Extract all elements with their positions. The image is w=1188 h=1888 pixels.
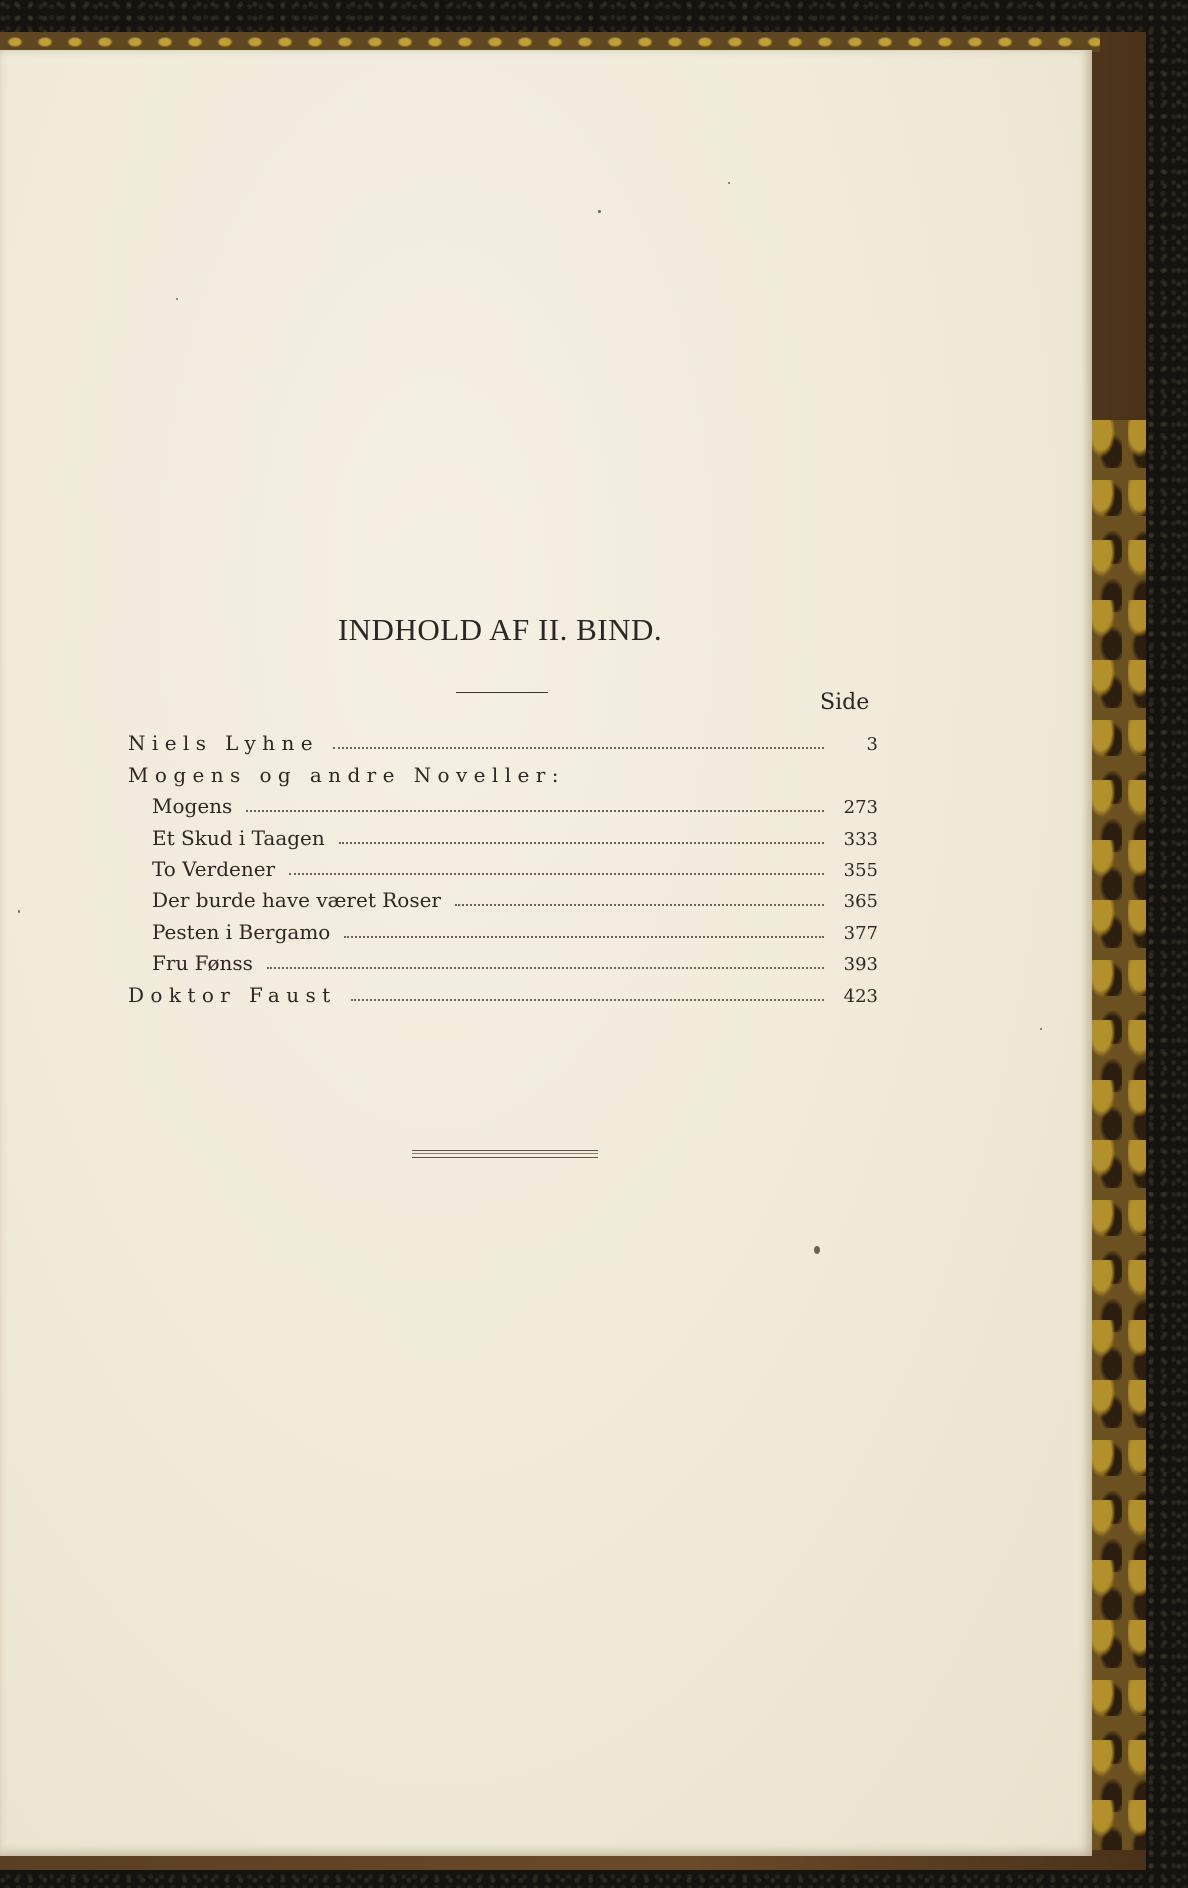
toc-entry-page-number: 365 <box>843 891 878 913</box>
toc-entry <box>128 724 878 755</box>
toc-entry-title: Et Skud i Taagen <box>152 825 325 850</box>
dot-leader <box>333 747 824 749</box>
toc-entry-page-number: 273 <box>843 797 878 819</box>
toc-entry <box>128 755 878 786</box>
toc-entry <box>128 881 878 912</box>
marbled-cover-edge <box>1090 420 1146 1850</box>
toc-entry-title: Doktor Faust <box>128 982 337 1007</box>
paper-speck <box>1040 1028 1042 1030</box>
toc-entry <box>128 850 878 881</box>
paper-speck <box>18 910 20 913</box>
paper-speck <box>728 182 730 184</box>
toc-entry <box>128 818 878 849</box>
toc-entry-title: Mogens og andre Noveller: <box>128 762 565 787</box>
toc-entry <box>128 975 878 1006</box>
dot-leader <box>289 873 824 875</box>
paper-speck <box>814 1246 820 1254</box>
toc-entry <box>128 944 878 975</box>
paper-speck <box>176 298 178 300</box>
toc-entry-title: Mogens <box>152 794 233 819</box>
dot-leader <box>267 967 824 969</box>
toc-entry-title: Fru Fønss <box>152 951 253 976</box>
toc-entry-page-number: 355 <box>843 859 878 881</box>
dot-leader <box>351 999 824 1001</box>
toc-entry <box>128 787 878 818</box>
dot-leader <box>344 936 824 938</box>
toc-entry-page-number: 393 <box>843 954 878 976</box>
toc-entry-page-number: 3 <box>866 734 878 756</box>
paper-speck <box>598 210 601 213</box>
toc-entry-page-number: 377 <box>843 922 878 944</box>
heading-rule <box>456 692 548 693</box>
table-of-contents <box>128 724 878 1007</box>
top-cover-strip <box>0 32 1100 52</box>
toc-entry-title: Pesten i Bergamo <box>152 919 331 944</box>
toc-entry-title: Der burde have været Roser <box>152 888 441 913</box>
dot-leader <box>455 904 824 906</box>
closing-double-rule <box>412 1150 598 1158</box>
dot-leader <box>339 842 824 844</box>
page-column-label: Side <box>820 690 870 715</box>
toc-entry-page-number: 333 <box>843 828 878 850</box>
toc-entry-page-number: 423 <box>843 985 878 1007</box>
toc-entry-title: Niels Lyhne <box>128 731 319 756</box>
contents-heading: INDHOLD AF II. BIND. <box>337 612 663 647</box>
toc-entry <box>128 912 878 943</box>
dot-leader <box>246 810 824 812</box>
toc-entry-title: To Verdener <box>152 856 276 881</box>
